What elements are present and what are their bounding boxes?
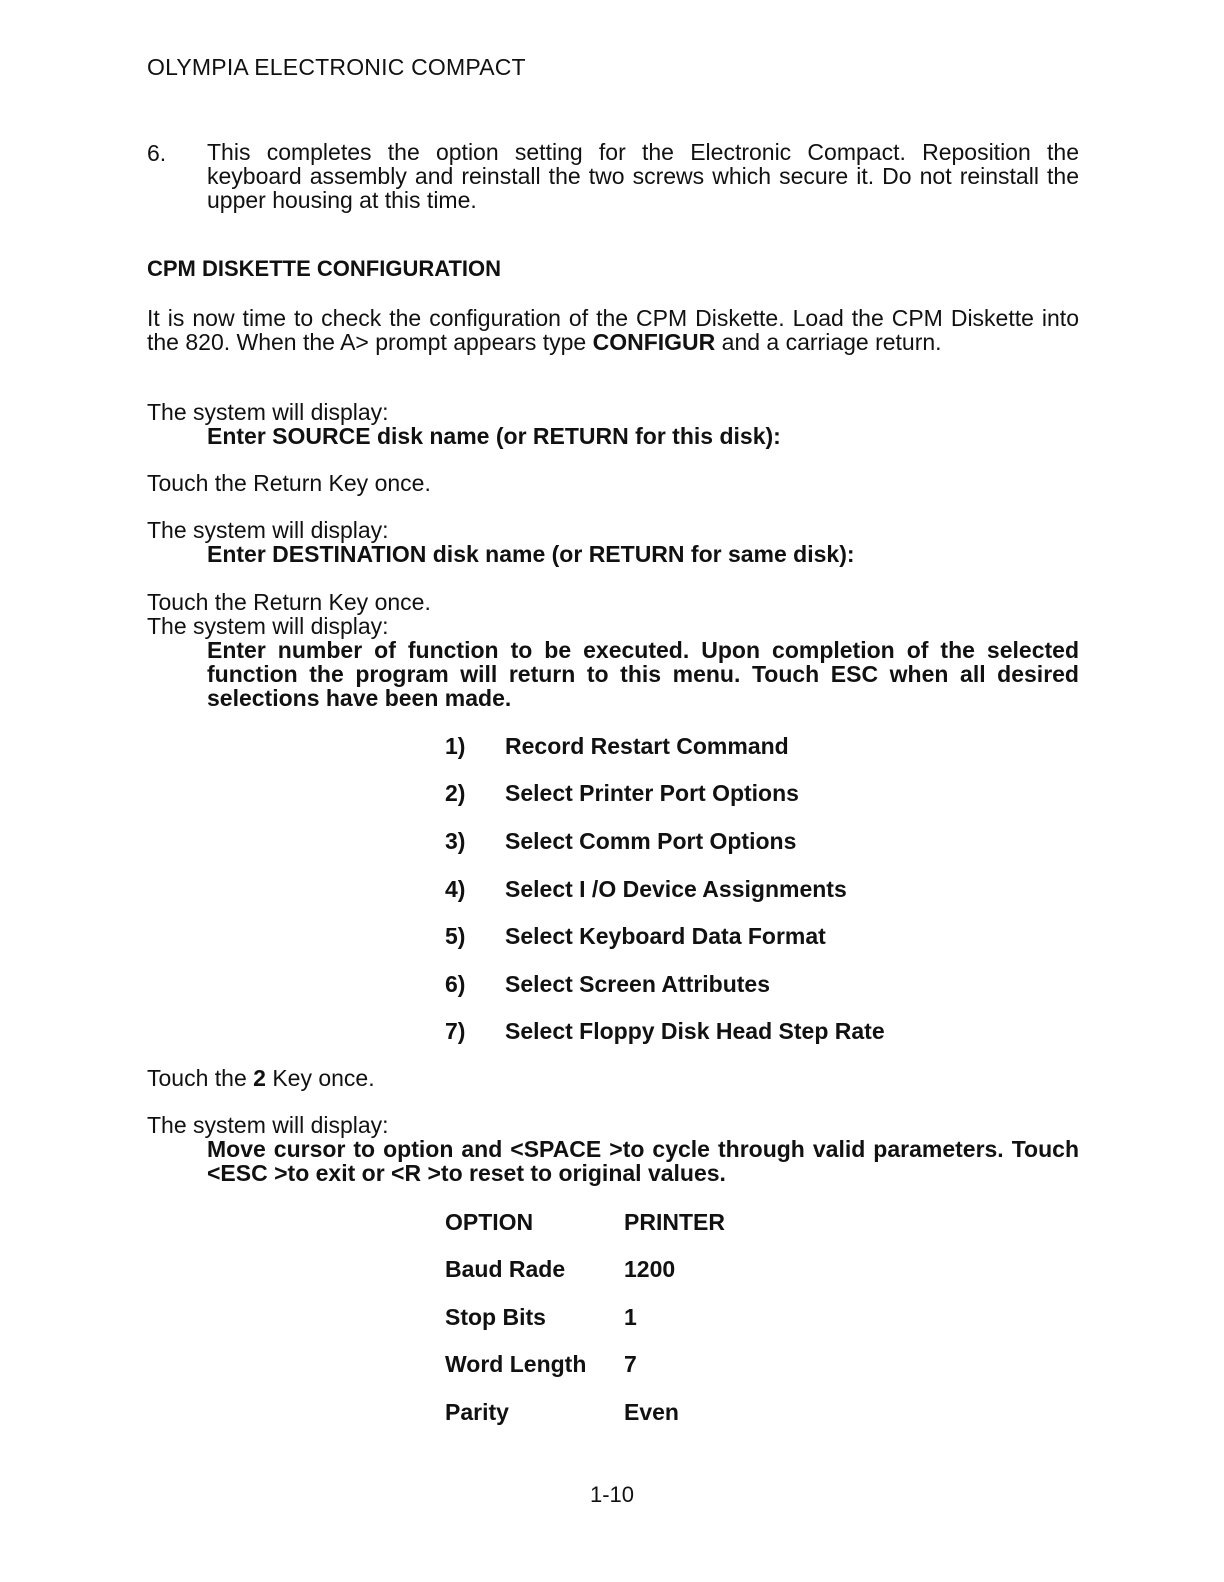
command-name: CONFIGUR [592, 329, 716, 355]
menu-item-number: 2) [445, 780, 466, 806]
option-name: Stop Bits [445, 1304, 546, 1330]
touch-2-after: Key once. [265, 1065, 375, 1091]
menu-item-label: Select Printer Port Options [505, 780, 799, 806]
menu-item-label: Record Restart Command [505, 733, 789, 759]
option-value: Even [624, 1399, 679, 1425]
option-value: 1200 [624, 1256, 676, 1282]
menu-item-number: 7) [445, 1018, 466, 1044]
source-prompt: Enter SOURCE disk name (or RETURN for this disk): [207, 423, 781, 449]
display-lead-3: The system will display: [147, 613, 389, 639]
function-prompt: Enter number of function to be executed. Upon completion of the selected function the program will return to this menu. Touch ESC when all desired selections have been made. [207, 637, 1079, 711]
table-header-value: PRINTER [624, 1209, 725, 1235]
menu-item-number: 4) [445, 876, 466, 902]
touch-2-instruction [147, 1066, 375, 1090]
menu-item-label: Select Floppy Disk Head Step Rate [505, 1018, 885, 1044]
menu-item-label: Select Screen Attributes [505, 971, 771, 997]
option-name: Baud Rade [445, 1256, 566, 1282]
step-number: 6. [147, 140, 167, 166]
intro-text-before: It is now time to check the configuration of the CPM Diskette. Load the CPM Diskette into the 820. When the A> prompt appears type [147, 305, 1079, 355]
intro-text-after: and a carriage return. [715, 329, 942, 355]
option-name: Word Length [445, 1351, 587, 1377]
step-6-text: This completes the option setting for the Electronic Compact. Reposition the keyboard assembly and reinstall the two screws which secure it. Do not reinstall the upper housing at this time. [207, 139, 1079, 213]
return-instruction-1: Touch the Return Key once. [147, 470, 431, 496]
menu-item-label: Select I /O Device Assignments [505, 876, 847, 902]
option-value: 7 [624, 1351, 637, 1377]
destination-prompt: Enter DESTINATION disk name (or RETURN for same disk): [207, 541, 855, 567]
key-number: 2 [253, 1065, 266, 1091]
running-header: OLYMPIA ELECTRONIC COMPACT [147, 54, 526, 80]
menu-item-number: 6) [445, 971, 466, 997]
section-heading: CPM DISKETTE CONFIGURATION [147, 256, 502, 281]
menu-item-number: 1) [445, 733, 466, 759]
option-name: Parity [445, 1399, 509, 1425]
display-lead-1: The system will display: [147, 399, 389, 425]
menu-item-number: 5) [445, 923, 466, 949]
menu-item-label: Select Comm Port Options [505, 828, 797, 854]
page-number: 1-10 [589, 1482, 635, 1507]
option-value: 1 [624, 1304, 637, 1330]
table-header-option: OPTION [445, 1209, 534, 1235]
display-lead-2: The system will display: [147, 517, 389, 543]
menu-item-number: 3) [445, 828, 466, 854]
menu-item-label: Select Keyboard Data Format [505, 923, 826, 949]
touch-2-before: Touch the [147, 1065, 254, 1091]
return-instruction-2: Touch the Return Key once. [147, 589, 431, 615]
display-lead-4: The system will display: [147, 1112, 389, 1138]
intro-paragraph [147, 306, 1079, 354]
cursor-prompt: Move cursor to option and <SPACE >to cycle through valid parameters. Touch <ESC >to exit or <R >to reset to original values. [207, 1136, 1079, 1186]
